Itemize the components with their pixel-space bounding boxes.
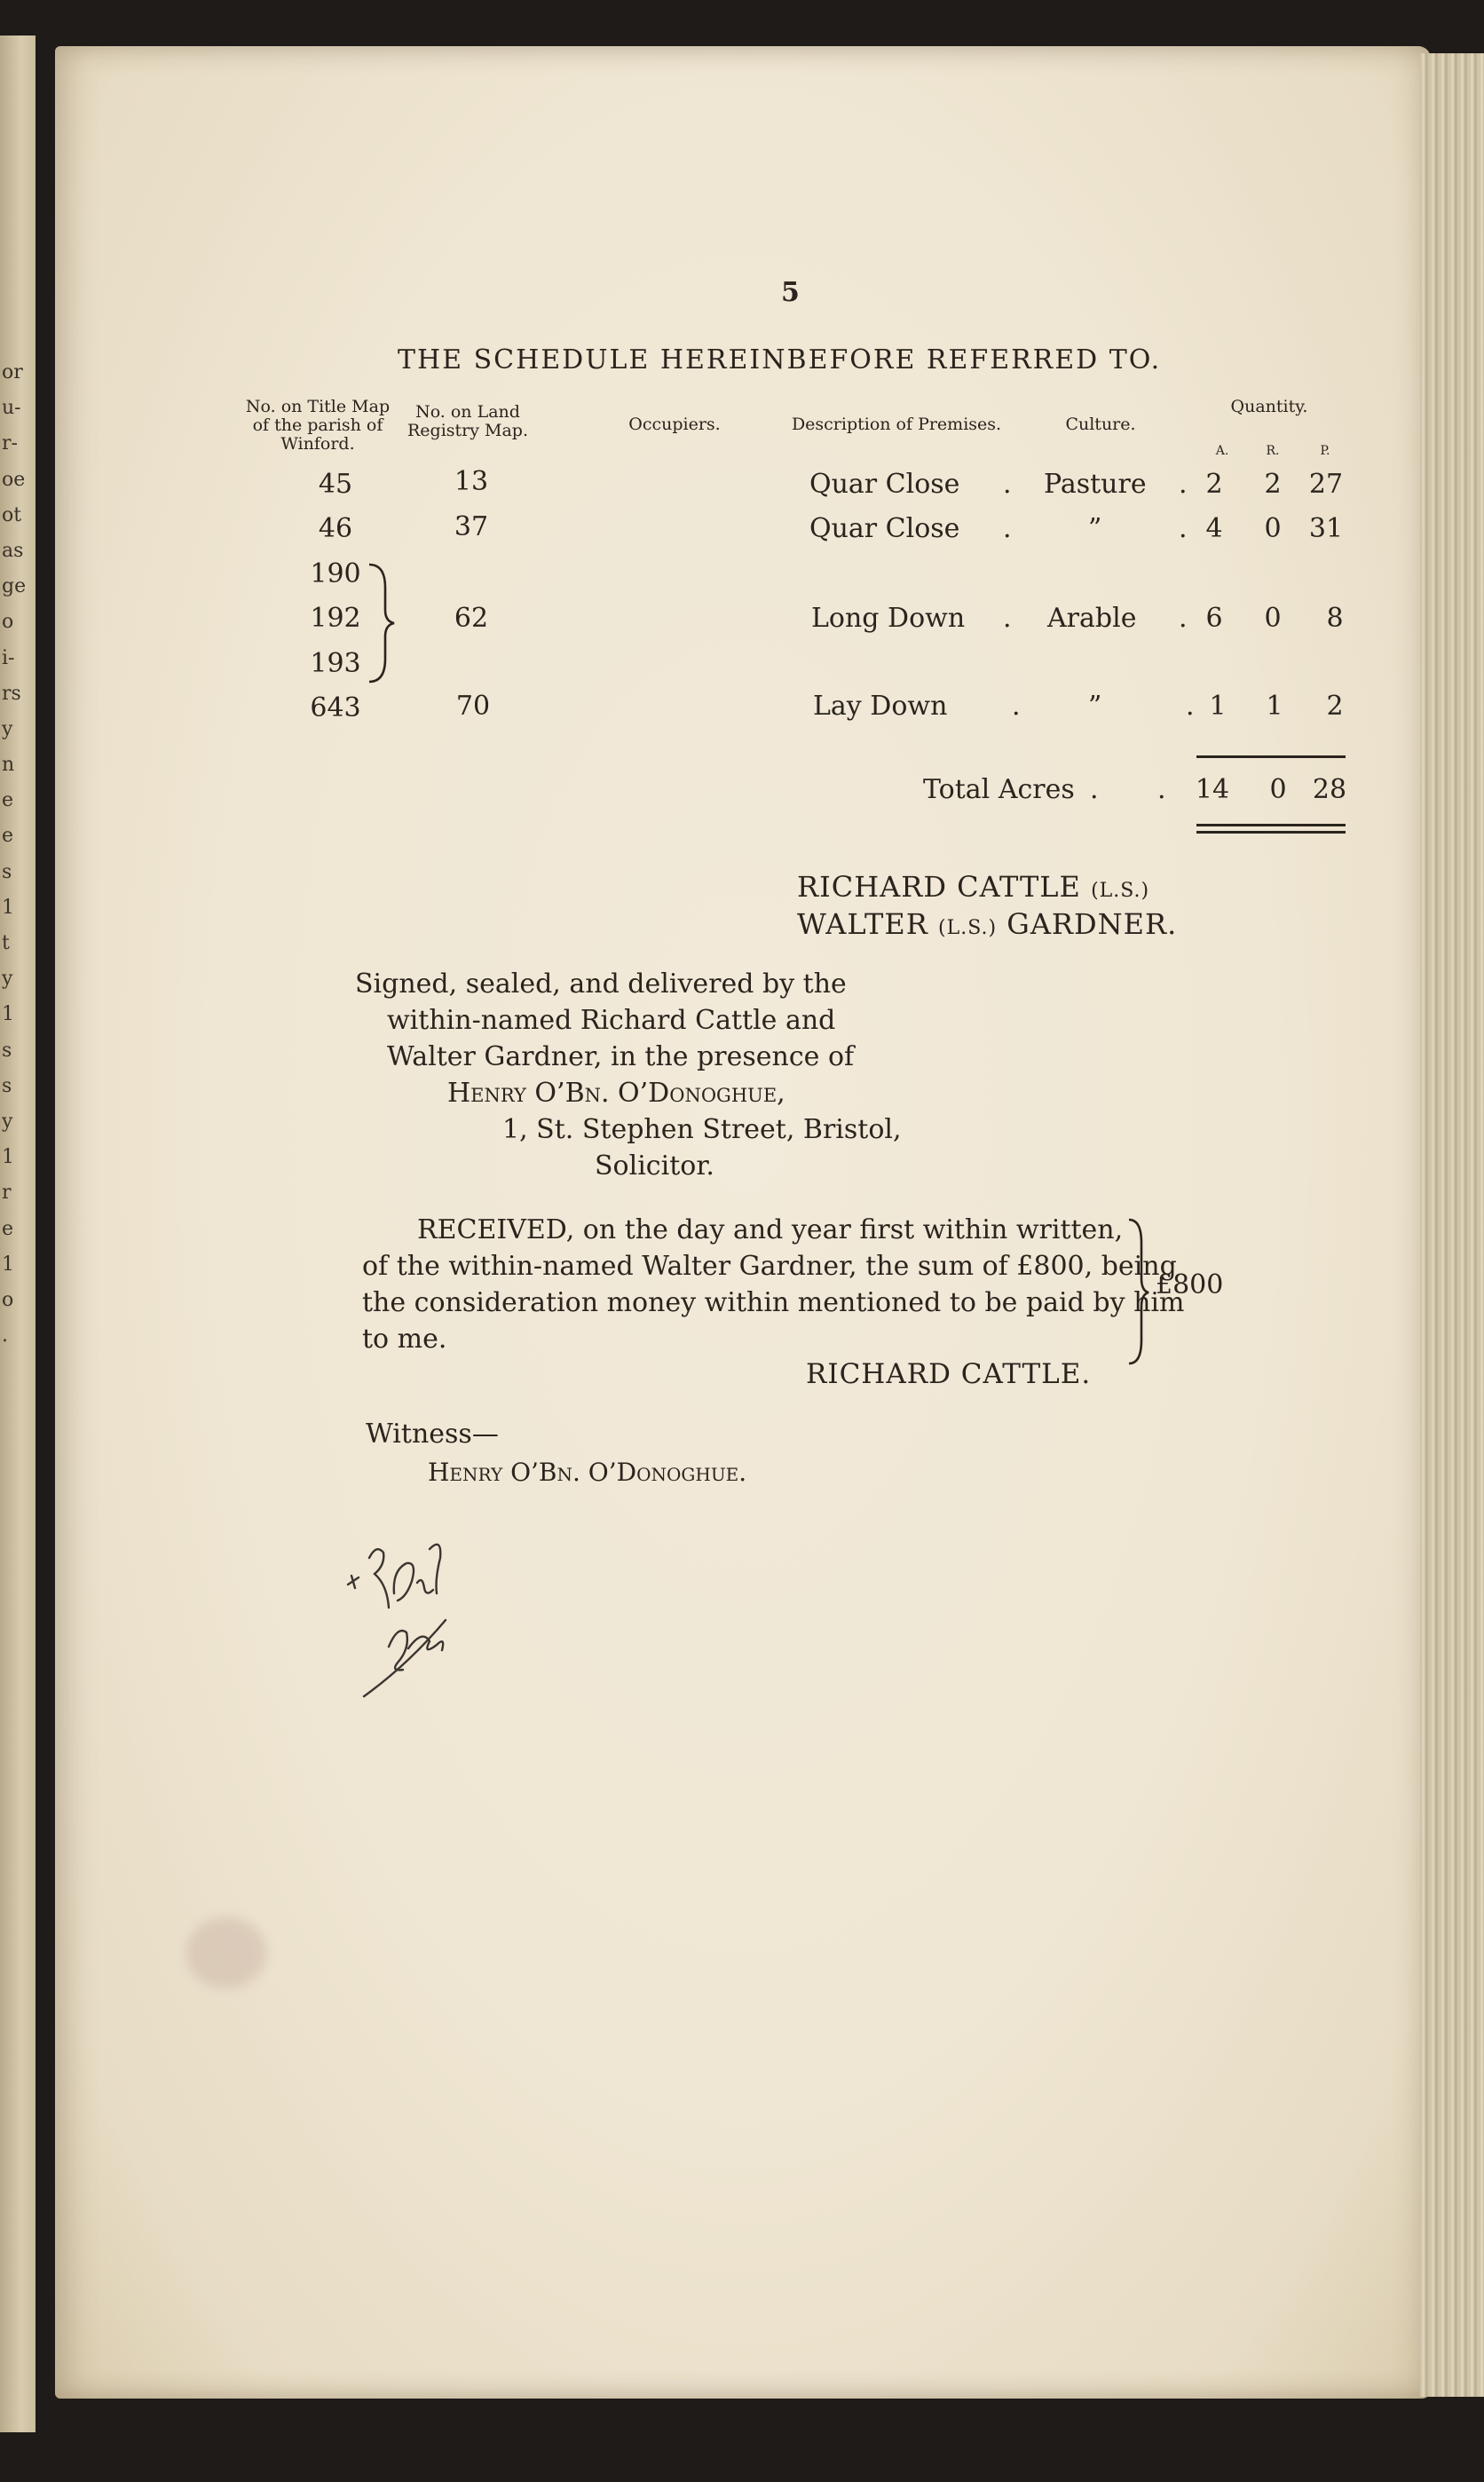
attestation-witness-name: Henry O’Bn. O’Donoghue, xyxy=(447,1078,785,1109)
receipt-line: of the within-named Walter Gardner, the sum of £800, being xyxy=(362,1251,1177,1282)
qty-acres: 6 xyxy=(1205,603,1223,634)
adjacent-text-fragment: y xyxy=(2,717,13,740)
title-map-number: 193 xyxy=(310,648,361,679)
header-unit-roods: R. xyxy=(1266,444,1280,458)
receipt-signer: RICHARD CATTLE. xyxy=(806,1358,1092,1390)
qty-roods: 0 xyxy=(1264,603,1282,634)
adjacent-text-fragment: y xyxy=(2,968,13,991)
leader-dot: . xyxy=(1012,691,1021,722)
page-stack-edge xyxy=(1420,53,1484,2397)
total-acres: 14 xyxy=(1195,774,1230,805)
premises-description: Quar Close xyxy=(809,469,960,500)
receipt-brace xyxy=(1125,1216,1150,1367)
signatory-name: RICHARD CATTLE xyxy=(797,870,1081,904)
culture-value: ” xyxy=(1088,691,1102,722)
premises-description: Lay Down xyxy=(813,691,948,722)
attestation-role: Solicitor. xyxy=(595,1150,714,1182)
adjacent-text-fragment: rs xyxy=(2,682,21,705)
attestation-address: 1, St. Stephen Street, Bristol, xyxy=(502,1114,902,1145)
qty-perches: 8 xyxy=(1326,603,1344,634)
ls-mark: (L.S.) xyxy=(938,917,998,939)
witness-label: Witness— xyxy=(366,1419,499,1450)
land-registry-number: 62 xyxy=(454,603,489,634)
leader-dot: . xyxy=(1179,603,1188,634)
receipt-amount: £800 xyxy=(1156,1269,1224,1300)
adjacent-page-edge xyxy=(0,36,36,2432)
adjacent-text-fragment: u- xyxy=(2,397,21,420)
header-unit-acres: A. xyxy=(1215,444,1229,458)
leader-dot: . xyxy=(1179,469,1188,500)
qty-roods: 0 xyxy=(1264,513,1282,544)
signatory-last-name: GARDNER. xyxy=(1006,907,1178,941)
adjacent-text-fragment: 1 xyxy=(2,1146,14,1169)
header-land-registry-line: No. on Land xyxy=(415,402,520,422)
title-map-number: 192 xyxy=(310,603,361,634)
receipt-line: the consideration money within mentioned to be paid by him xyxy=(362,1287,1185,1318)
total-top-rule xyxy=(1196,755,1346,758)
total-double-rule xyxy=(1196,831,1346,834)
handwritten-initials xyxy=(337,1531,462,1709)
header-unit-perches: P. xyxy=(1320,444,1330,458)
adjacent-text-fragment: n xyxy=(2,754,15,777)
leader-dot: . xyxy=(1003,513,1012,544)
page-number: 5 xyxy=(781,277,800,308)
header-land-registry-line: Registry Map. xyxy=(407,421,528,440)
adjacent-text-fragment: 1 xyxy=(2,1253,14,1276)
leader-dot: . xyxy=(1186,691,1195,722)
qty-acres: 4 xyxy=(1205,513,1223,544)
adjacent-text-fragment: y xyxy=(2,1110,13,1133)
adjacent-text-fragment: r xyxy=(2,1182,12,1205)
leader-dot: . xyxy=(1003,603,1012,634)
qty-perches: 2 xyxy=(1326,691,1344,722)
adjacent-text-fragment: oe xyxy=(2,468,26,491)
title-map-number: 46 xyxy=(318,513,353,544)
signature-walter-gardner xyxy=(797,907,1177,941)
signatory-first-name: WALTER xyxy=(797,907,928,941)
adjacent-text-fragment: e xyxy=(2,1217,14,1240)
title-map-number: 190 xyxy=(310,558,361,589)
adjacent-page-text xyxy=(2,355,28,1354)
adjacent-text-fragment: r- xyxy=(2,432,18,455)
schedule-title: THE SCHEDULE HEREINBEFORE REFERRED TO. xyxy=(398,344,1162,375)
adjacent-text-fragment: . xyxy=(2,1324,8,1348)
witness-name: Henry O’Bn. O’Donoghue. xyxy=(428,1458,747,1487)
receipt-line: to me. xyxy=(362,1324,447,1355)
ls-mark: (L.S.) xyxy=(1091,880,1150,902)
header-culture: Culture. xyxy=(1065,415,1136,434)
leader-dot: . xyxy=(1003,469,1012,500)
culture-value: Pasture xyxy=(1044,469,1147,500)
culture-value: ” xyxy=(1088,513,1102,544)
adjacent-text-fragment: t xyxy=(2,932,10,954)
land-registry-number: 13 xyxy=(454,466,489,497)
adjacent-text-fragment: ge xyxy=(2,575,27,598)
header-title-map-line: of the parish of xyxy=(252,415,383,435)
title-map-number: 45 xyxy=(318,469,353,500)
land-registry-number: 70 xyxy=(455,691,491,722)
adjacent-text-fragment: e xyxy=(2,789,14,812)
total-double-rule xyxy=(1196,824,1346,826)
qty-perches: 27 xyxy=(1308,469,1344,500)
adjacent-text-fragment: o xyxy=(2,611,14,634)
adjacent-text-fragment: ot xyxy=(2,503,22,526)
header-title-map-line: No. on Title Map xyxy=(245,397,391,416)
adjacent-text-fragment: i- xyxy=(2,646,15,669)
qty-acres: 1 xyxy=(1209,691,1227,722)
attestation-line: within-named Richard Cattle and xyxy=(387,1005,836,1036)
adjacent-text-fragment: as xyxy=(2,539,24,562)
premises-description: Quar Close xyxy=(809,513,960,544)
total-perches: 28 xyxy=(1312,774,1347,805)
grouping-brace xyxy=(366,561,398,685)
land-registry-number: 37 xyxy=(454,511,489,542)
header-title-map-line: Winford. xyxy=(280,434,355,454)
header-description: Description of Premises. xyxy=(791,415,1002,434)
adjacent-text-fragment: 1 xyxy=(2,1003,14,1026)
qty-perches: 31 xyxy=(1308,513,1344,544)
adjacent-text-fragment: s xyxy=(2,1074,12,1097)
adjacent-text-fragment: 1 xyxy=(2,896,14,919)
qty-roods: 2 xyxy=(1264,469,1282,500)
total-roods: 0 xyxy=(1269,774,1287,805)
adjacent-text-fragment: or xyxy=(2,361,23,383)
header-title-map xyxy=(234,398,401,454)
premises-description: Long Down xyxy=(811,603,966,634)
attestation-line: Walter Gardner, in the presence of xyxy=(387,1041,855,1072)
leader-dot: . xyxy=(1179,513,1188,544)
adjacent-text-fragment: s xyxy=(2,860,12,883)
adjacent-text-fragment: o xyxy=(2,1288,14,1311)
culture-value: Arable xyxy=(1047,603,1137,634)
header-quantity: Quantity. xyxy=(1230,397,1308,416)
receipt-line: RECEIVED, on the day and year first within written, xyxy=(417,1214,1124,1245)
attestation-line: Signed, sealed, and delivered by the xyxy=(355,968,847,1000)
qty-acres: 2 xyxy=(1205,469,1223,500)
header-land-registry xyxy=(401,403,534,440)
header-occupiers: Occupiers. xyxy=(628,415,721,434)
qty-roods: 1 xyxy=(1266,691,1283,722)
signature-richard-cattle xyxy=(797,870,1149,904)
title-map-number: 643 xyxy=(310,692,361,723)
adjacent-text-fragment: e xyxy=(2,825,14,848)
paper-stain xyxy=(186,1917,266,1988)
total-label: Total Acres xyxy=(923,774,1075,805)
leader-dot: . xyxy=(1090,774,1099,805)
adjacent-text-fragment: s xyxy=(2,1039,12,1062)
leader-dot: . xyxy=(1157,774,1166,805)
